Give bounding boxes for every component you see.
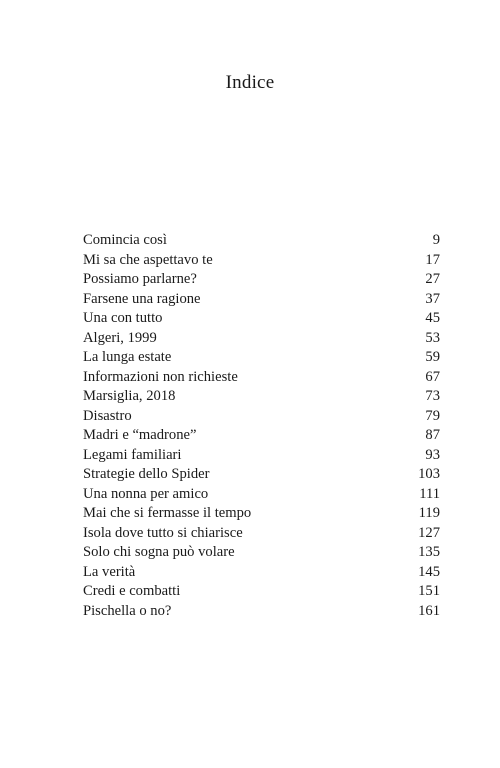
- toc-entry: [83, 348, 440, 368]
- toc-entry-title: Madri e “madrone”: [83, 427, 197, 443]
- toc-entry: [83, 582, 440, 602]
- toc-entry-page-number: 103: [418, 466, 440, 482]
- toc-entry-title: Informazioni non richieste: [83, 368, 238, 385]
- toc-entry-page-number: 67: [425, 368, 440, 385]
- toc-entry-title: Isola dove tutto si chiarisce: [83, 524, 243, 541]
- toc-entry-title: Una nonna per amico: [83, 485, 209, 502]
- toc-entry: [83, 602, 440, 622]
- toc-entry-title: Farsene una ragione: [83, 290, 201, 307]
- toc-entry: [83, 290, 440, 310]
- toc-entry: [83, 387, 440, 407]
- toc-entry-title: Possiamo parlarne?: [83, 271, 197, 287]
- table-of-contents: [83, 231, 440, 621]
- toc-entry: [83, 309, 440, 329]
- toc-entry: [83, 426, 440, 446]
- toc-entry-page-number: 59: [425, 349, 440, 365]
- toc-entry-title: Credi e combatti: [83, 583, 181, 599]
- toc-entry: [83, 329, 440, 349]
- toc-entry-title: Comincia così: [83, 232, 167, 248]
- toc-entry-title: Legami familiari: [83, 446, 182, 463]
- toc-entry: [83, 251, 440, 271]
- toc-entry-page-number: 135: [418, 544, 440, 560]
- toc-entry: [83, 465, 440, 485]
- toc-entry-page-number: 17: [425, 251, 440, 268]
- toc-entry: [83, 407, 440, 427]
- toc-entry: [83, 563, 440, 583]
- toc-entry-title: Strategie dello Spider: [83, 466, 210, 482]
- toc-entry: [83, 270, 440, 290]
- toc-entry-title: Solo chi sogna può volare: [83, 544, 235, 560]
- toc-entry-page-number: 45: [425, 310, 440, 326]
- toc-entry-page-number: 73: [425, 388, 440, 404]
- toc-entry-page-number: 9: [432, 232, 440, 248]
- toc-entry-title: Pischella o no?: [83, 602, 172, 619]
- toc-entry-title: La verità: [83, 563, 136, 580]
- toc-entry-title: Mi sa che aspettavo te: [83, 251, 213, 268]
- toc-entry-page-number: 161: [418, 602, 440, 619]
- toc-entry-page-number: 111: [419, 485, 440, 502]
- page-title: Indice: [225, 72, 275, 93]
- toc-entry-title: Mai che si fermasse il tempo: [83, 505, 252, 521]
- toc-entry-page-number: 145: [418, 563, 440, 580]
- toc-entry: [83, 446, 440, 466]
- toc-entry: [83, 524, 440, 544]
- toc-entry-page-number: 119: [418, 505, 440, 521]
- toc-entry: [83, 368, 440, 388]
- toc-entry: [83, 485, 440, 505]
- toc-entry-title: La lunga estate: [83, 349, 172, 365]
- toc-entry-page-number: 93: [425, 446, 440, 463]
- toc-entry-page-number: 151: [418, 583, 440, 599]
- toc-entry: [83, 543, 440, 563]
- toc-entry: [83, 231, 440, 251]
- toc-entry-title: Disastro: [83, 407, 132, 424]
- toc-entry-page-number: 127: [418, 524, 440, 541]
- toc-entry-page-number: 37: [425, 290, 440, 307]
- toc-entry-title: Marsiglia, 2018: [83, 388, 176, 404]
- toc-entry: [83, 504, 440, 524]
- toc-entry-page-number: 53: [425, 329, 440, 346]
- toc-entry-page-number: 27: [425, 271, 440, 287]
- toc-entry-title: Algeri, 1999: [83, 329, 157, 346]
- toc-entry-page-number: 87: [425, 427, 440, 443]
- toc-entry-page-number: 79: [425, 407, 440, 424]
- toc-entry-title: Una con tutto: [83, 310, 163, 326]
